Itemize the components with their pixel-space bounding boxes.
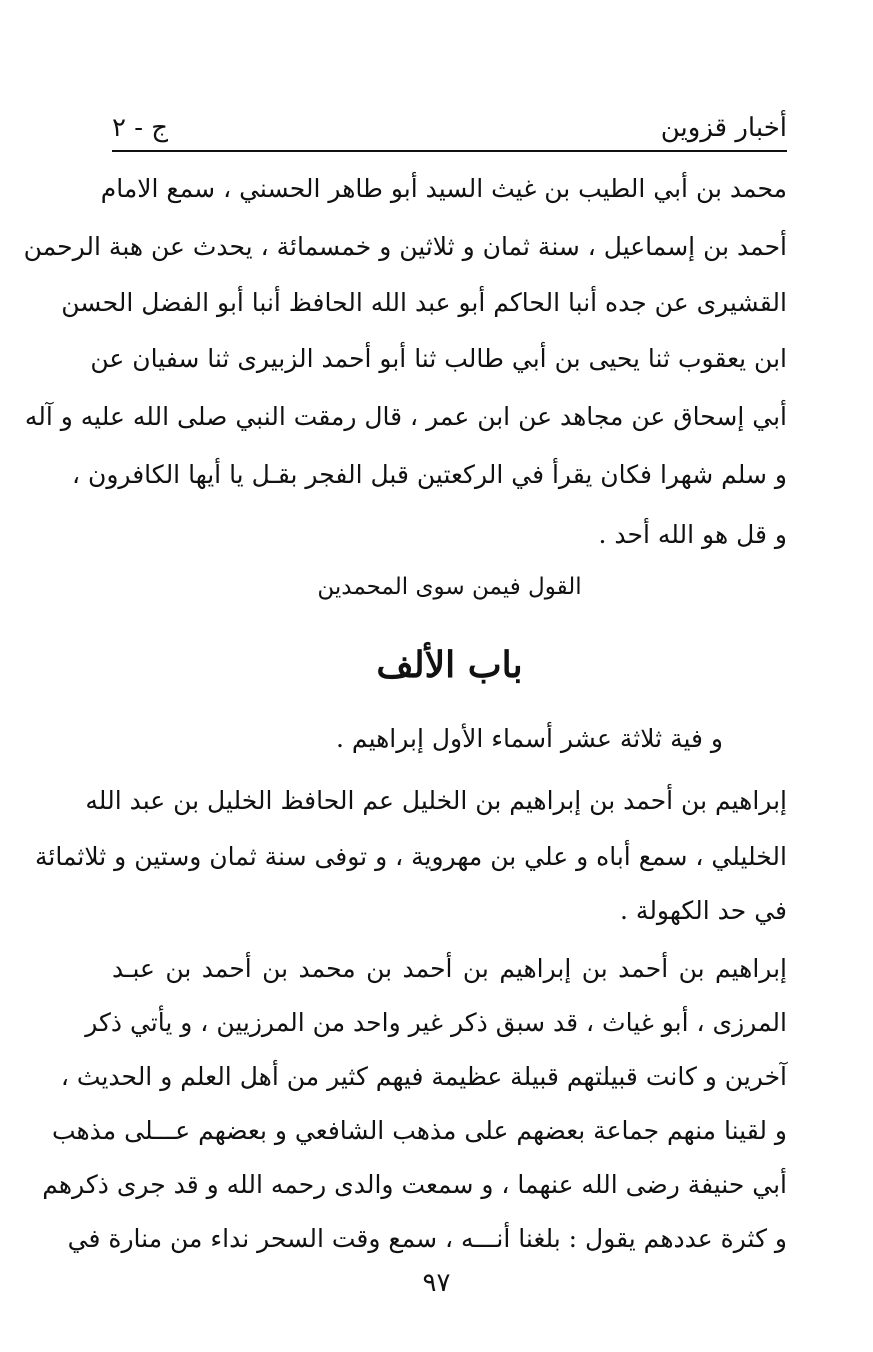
text-line: و سلم شهرا فكان يقرأ في الركعتين قبل الفجر بقـل يا أيها الكافرون ، <box>71 460 787 489</box>
book-title: أخبار قزوين <box>660 113 787 143</box>
text-line: ابن يعقوب ثنا يحيى بن أبي طالب ثنا أبو أحمد الزبيرى ثنا سفيان عن <box>90 344 787 373</box>
text-line: القشيرى عن جده أنبا الحاكم أبو عبد الله الحافظ أنبا أبو الفضل الحسن <box>61 288 787 317</box>
text-line: المرزى ، أبو غياث ، قد سبق ذكر غير واحد من المرزيين ، و يأتي ذكر <box>85 1008 787 1037</box>
running-header <box>112 108 787 148</box>
text-line: محمد بن أبي الطيب بن غيث السيد أبو طاهر الحسني ، سمع الامام <box>100 174 787 203</box>
text-line: أبي حنيفة رضى الله عنهما ، و سمعت والدى رحمه الله و قد جرى ذكرهم <box>42 1170 787 1199</box>
text-line: إبراهيم بن أحمد بن إبراهيم بن أحمد بن محمد بن أحمد بن عبـد <box>112 954 787 983</box>
header-rule <box>112 150 787 152</box>
text-line: أبي إسحاق عن مجاهد عن ابن عمر ، قال رمقت النبي صلى الله عليه و آله <box>24 402 787 431</box>
text-line: الخليلي ، سمع أباه و علي بن مهروية ، و توفى سنة ثمان وستين و ثلاثمائة <box>34 842 787 871</box>
chapter-title: باب الألف <box>376 644 523 686</box>
text-line: في حد الكهولة . <box>620 896 787 925</box>
text-line: و قل هو الله أحد . <box>598 520 787 549</box>
chapter-intro: و فية ثلاثة عشر أسماء الأول إبراهيم . <box>336 724 723 753</box>
text-line: آخرين و كانت قبيلتهم قبيلة عظيمة فيهم كثير من أهل العلم و الحديث ، <box>60 1062 787 1091</box>
volume-label: ج - ٢ <box>112 113 169 143</box>
text-line: و كثرة عددهم يقول : بلغنا أنـــه ، سمع وقت السحر نداء من منارة في <box>67 1224 787 1253</box>
page-number: ٩٧ <box>422 1268 451 1298</box>
section-title: القول فيمن سوى المحمدين <box>317 574 582 600</box>
text-line: أحمد بن إسماعيل ، سنة ثمان و ثلاثين و خمسمائة ، يحدث عن هبة الرحمن <box>23 232 787 261</box>
text-line: إبراهيم بن أحمد بن إبراهيم بن الخليل عم الحافظ الخليل بن عبد الله <box>85 786 787 815</box>
text-line: و لقينا منهم جماعة بعضهم على مذهب الشافعي و بعضهم عـــلى مذهب <box>51 1116 787 1145</box>
